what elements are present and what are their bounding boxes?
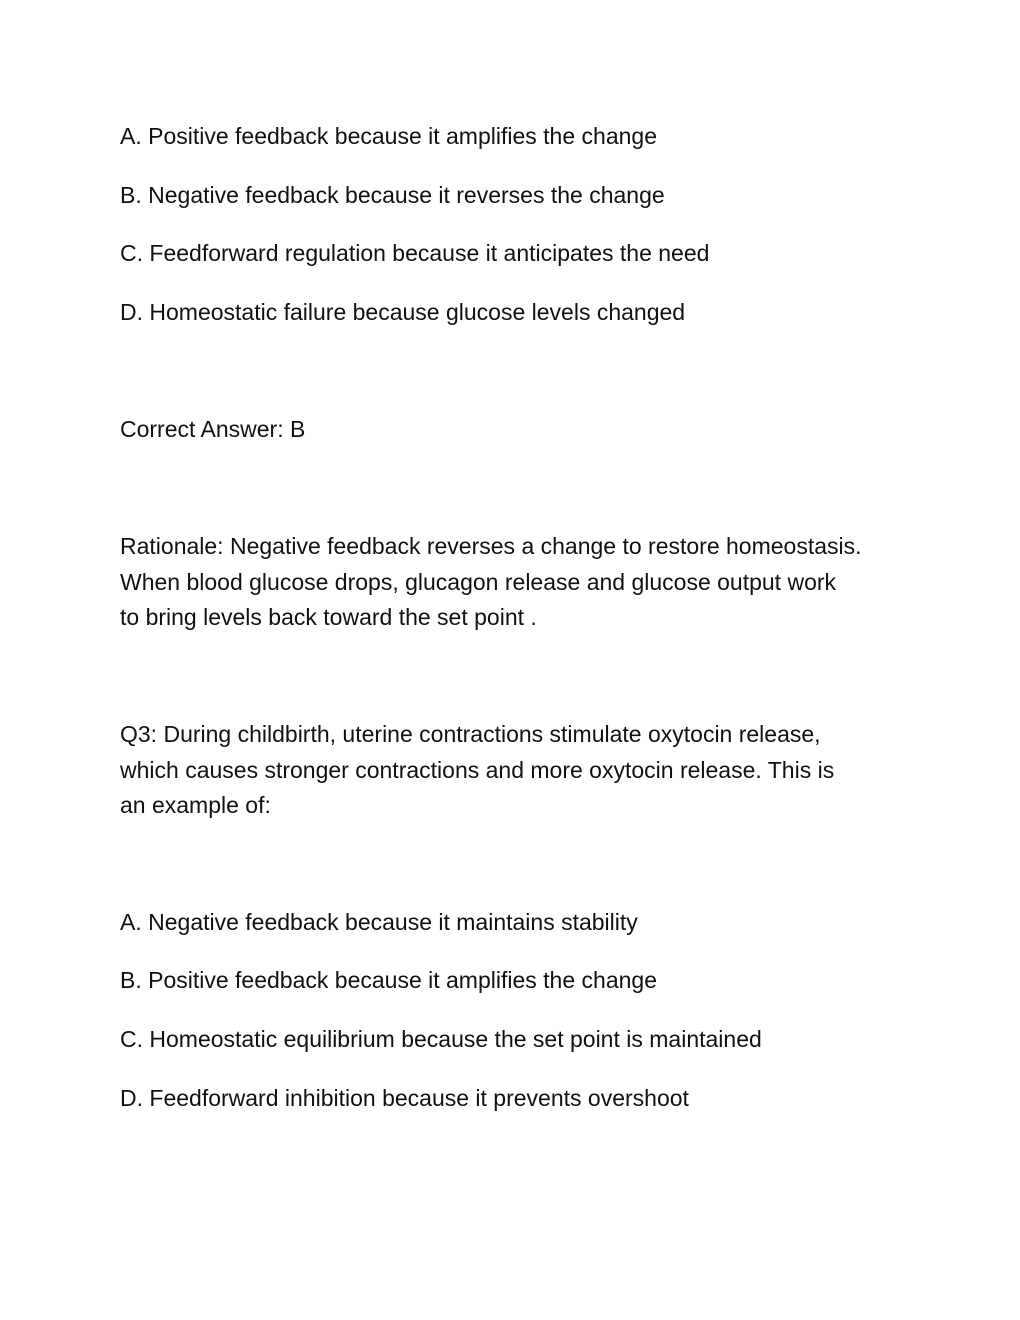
rationale-line: Rationale: Negative feedback reverses a change to restore homeostasis. (120, 533, 862, 559)
q2-option-c: C. Feedforward regulation because it anticipates the need (120, 240, 710, 266)
q2-option-a: A. Positive feedback because it amplifies the change (120, 123, 657, 149)
q2-rationale (120, 529, 910, 636)
q3-option-d: D. Feedforward inhibition because it prevents overshoot (120, 1085, 689, 1111)
q2-option-b: B. Negative feedback because it reverses the change (120, 182, 665, 208)
question-line: Q3: During childbirth, uterine contractions stimulate oxytocin release, (120, 721, 821, 747)
q3-option-b: B. Positive feedback because it amplifies the change (120, 967, 657, 993)
q3-option-a: A. Negative feedback because it maintains stability (120, 909, 638, 935)
q2-correct-answer: Correct Answer: B (120, 416, 306, 442)
rationale-line: When blood glucose drops, glucagon release and glucose output work (120, 568, 837, 595)
question-line: which causes stronger contractions and more oxytocin release. This is (120, 756, 835, 783)
rationale-line: to bring levels back toward the set point . (120, 604, 537, 630)
q2-option-d: D. Homeostatic failure because glucose levels changed (120, 299, 686, 325)
q3-option-c: C. Homeostatic equilibrium because the set point is maintained (120, 1026, 762, 1052)
question-line: an example of: (120, 792, 271, 818)
q3-question (120, 717, 910, 824)
